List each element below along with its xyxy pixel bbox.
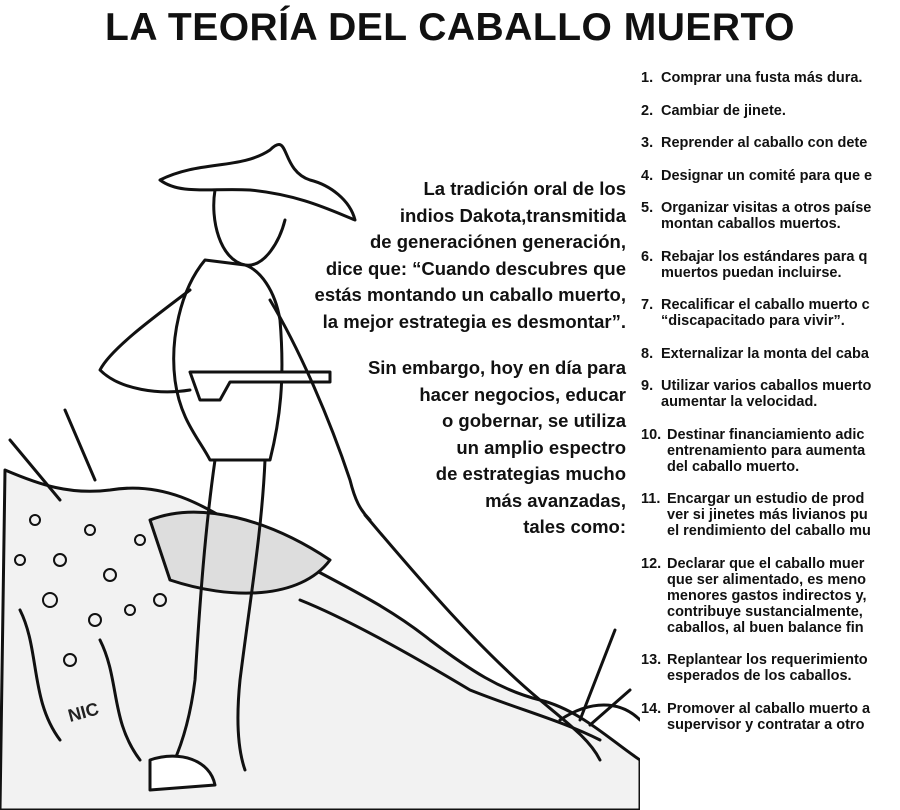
strategy-number: 13.	[641, 652, 662, 668]
strategy-number: 4.	[641, 167, 654, 184]
strategy-text: Encargar un estudio de prod ver si jinetes más livianos pu el rendimiento del caballo mu	[667, 491, 871, 539]
strategy-text: Recalificar el caballo muerto c “discapacitado para vivir”.	[661, 297, 870, 329]
strategy-number: 1.	[641, 70, 654, 86]
strategy-item	[641, 168, 900, 184]
strategy-number: 7.	[641, 297, 654, 313]
strategy-item	[641, 249, 900, 281]
strategy-number: 3.	[641, 135, 654, 151]
strategy-text: Designar un comité para que e	[661, 167, 873, 184]
strategy-item	[641, 70, 900, 86]
strategy-text: Declarar que el caballo muer que ser alimentado, es meno menores gastos indirectos y, contribuye sustancialmente, caballos, al buen balance fin	[667, 555, 867, 636]
strategy-number: 8.	[641, 345, 654, 362]
strategy-number: 10.	[641, 426, 662, 443]
strategy-number: 11.	[641, 491, 661, 507]
intro-paragraph-1: La tradición oral de los indios Dakota,transmitida de generaciónen generación, dice que: “Cuando descubres que estás montando un caballo muerto, la mejor estrategia es desmontar”.	[314, 178, 626, 332]
strategy-text: Rebajar los estándares para q muertos puedan incluirse.	[661, 248, 868, 281]
strategy-item	[641, 652, 900, 684]
strategy-item	[641, 297, 900, 329]
strategy-text: Reprender al caballo con dete	[661, 135, 868, 151]
strategy-item	[641, 556, 900, 636]
strategy-text: Cambiar de jinete.	[661, 102, 786, 119]
strategy-number: 2.	[641, 102, 654, 119]
strategy-item	[641, 427, 900, 475]
strategy-text: Comprar una fusta más dura.	[661, 70, 863, 86]
strategy-item	[641, 701, 900, 733]
strategy-text: Replantear los requerimiento esperados de los caballos.	[667, 652, 868, 684]
strategy-text: Organizar visitas a otros paíse montan caballos muertos.	[661, 200, 872, 232]
strategy-number: 6.	[641, 248, 654, 265]
strategy-text: Promover al caballo muerto a supervisor y contratar a otro	[667, 700, 871, 733]
strategy-item	[641, 200, 900, 232]
intro-text	[266, 176, 626, 541]
strategy-text: Externalizar la monta del caba	[661, 345, 869, 362]
strategy-item	[641, 135, 900, 151]
arrow	[65, 410, 95, 480]
strategy-item	[641, 346, 900, 362]
intro-paragraph-2: Sin embargo, hoy en día para hacer negocios, educar o gobernar, se utiliza un amplio espectro de estrategias mucho más avanzadas, tales como:	[367, 357, 626, 537]
strategy-number: 9.	[641, 378, 654, 394]
page-title: LA TEORÍA DEL CABALLO MUERTO	[105, 6, 795, 49]
strategy-item	[641, 103, 900, 119]
strategy-number: 5.	[641, 200, 654, 216]
strategy-item	[641, 378, 900, 410]
strategy-number: 12.	[641, 555, 662, 572]
strategy-text: Destinar financiamiento adic entrenamiento para aumenta del caballo muerto.	[667, 426, 866, 475]
strategy-number: 14.	[641, 700, 662, 717]
strategy-text: Utilizar varios caballos muerto aumentar la velocidad.	[661, 378, 872, 410]
artist-signature: NIC	[65, 698, 101, 726]
strategy-item	[641, 491, 900, 539]
strategies-list	[641, 70, 900, 749]
